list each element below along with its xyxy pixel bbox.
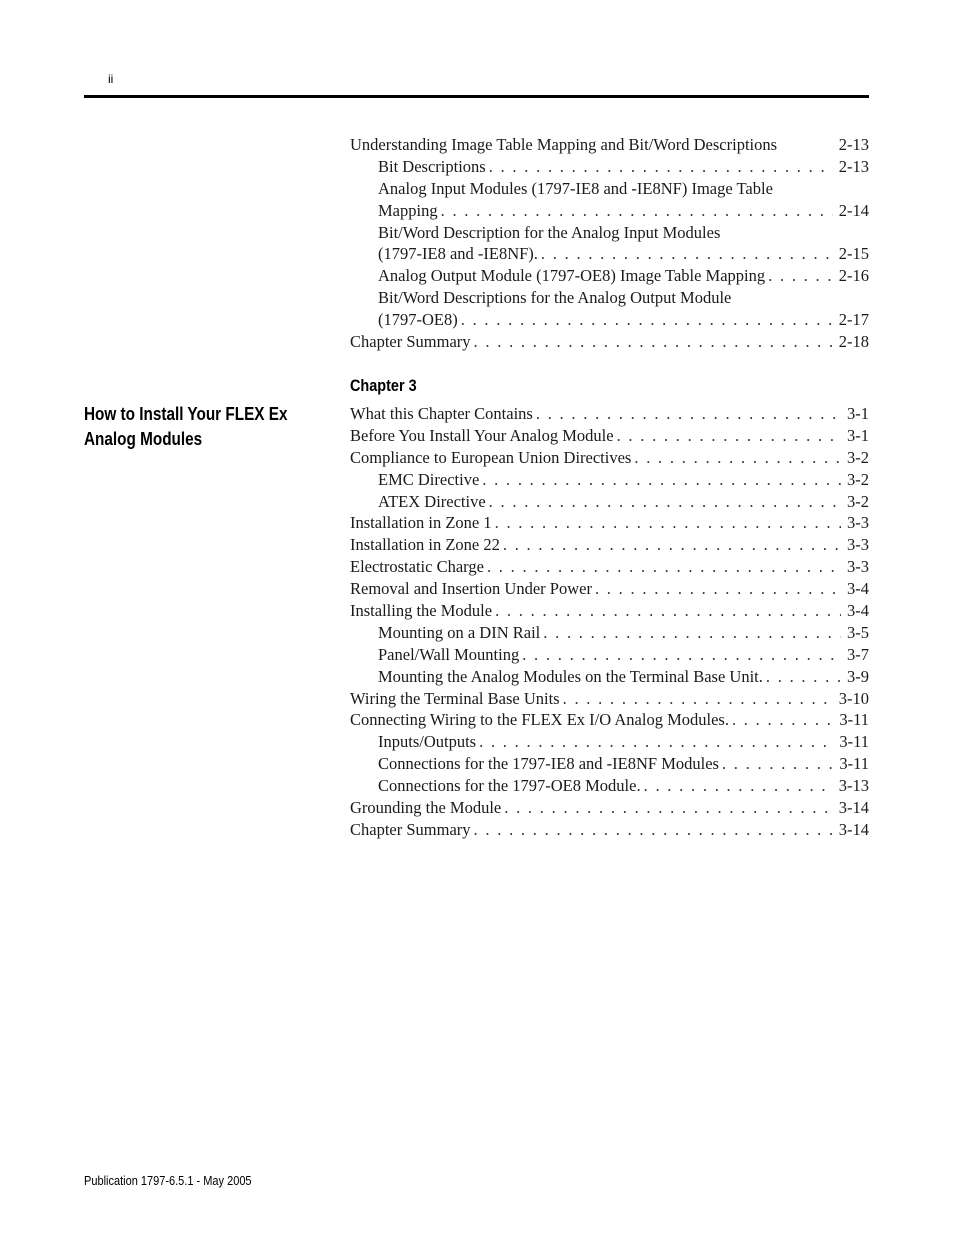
toc-dot-leader [768,265,833,287]
toc-entry-title: Chapter Summary [350,819,471,839]
toc-dot-leader [644,775,833,797]
toc-entry-title: Understanding Image Table Mapping and Bit/Word Descriptions [350,135,778,154]
toc-entry-page: 3-13 [838,776,869,796]
toc-entry[interactable] [350,797,869,819]
toc-dot-leader [487,556,841,578]
toc-dot-leader [441,200,833,222]
toc-entry[interactable] [350,178,869,200]
toc-entry-title: (1797-IE8 and -IE8NF). [378,244,538,264]
toc-entry-title: EMC Directive [378,469,480,489]
toc-entry[interactable] [350,688,869,710]
toc-dot-leader [541,243,833,265]
toc-dot-leader [495,600,841,622]
toc-entry[interactable] [350,709,869,731]
toc-entry-title: Installing the Module [350,601,493,621]
toc-entry[interactable] [350,309,869,331]
toc-entry-title: ATEX Directive [378,491,486,511]
toc-entry-page: 3-11 [839,754,869,774]
toc-dot-leader [489,491,841,513]
toc-entry[interactable] [350,819,869,841]
toc-entry[interactable] [350,200,869,222]
toc-entry-page: 3-5 [847,622,869,642]
toc-entry[interactable] [350,469,869,491]
toc-dot-leader [522,644,841,666]
toc-dot-leader [766,666,841,688]
toc-entry[interactable] [350,622,869,644]
toc-entry[interactable] [350,600,869,622]
toc-entry-title: Inputs/Outputs [378,732,477,752]
toc-entry-page: 3-14 [838,798,869,818]
toc-entry-page: 3-2 [847,491,869,511]
toc-entry-page: 3-3 [847,557,869,577]
toc-entry[interactable] [350,425,869,447]
toc-entry[interactable] [350,775,869,797]
toc-entry-title: What this Chapter Contains [350,404,533,423]
toc-dot-leader [474,331,833,353]
toc-dot-leader [543,622,841,644]
toc-entry[interactable] [350,156,869,178]
toc-dot-leader [595,578,841,600]
toc-entry-page: 3-10 [838,688,869,708]
toc-entry-title: Panel/Wall Mounting [378,644,520,664]
toc-entry-title: Analog Input Modules (1797-IE8 and -IE8NF) Image Table [378,178,773,198]
chapter-title: How to Install Your FLEX Ex Analog Modules [84,404,288,449]
toc-entry[interactable] [350,578,869,600]
toc-entry-page: 2-13 [838,156,869,176]
toc-entry-page: 2-15 [838,244,869,264]
toc-entry[interactable] [350,753,869,775]
toc-entry[interactable] [350,447,869,469]
toc-entry[interactable] [350,265,869,287]
toc-entry-page: 3-9 [847,666,869,686]
toc-entry[interactable] [350,403,869,425]
toc-entry-page: 3-2 [847,447,869,467]
publication-footer: Publication 1797-6.5.1 - May 2005 [84,1174,252,1188]
toc-entry-page: 2-14 [838,200,869,220]
toc-entry[interactable] [350,512,869,534]
toc-entry-page: 3-4 [847,579,869,599]
toc-entry-title: Mounting the Analog Modules on the Terminal Base Unit. [378,666,763,686]
toc-entry[interactable] [350,134,869,156]
toc-entry-title: Grounding the Module [350,798,502,818]
toc-entry-title: Bit Descriptions [378,156,486,176]
toc-dot-leader [503,534,841,556]
toc-entry-page: 2-18 [838,332,869,352]
toc-entry-page: 3-2 [847,469,869,489]
toc-dot-leader [634,447,841,469]
toc-dot-leader [482,469,841,491]
toc-entry[interactable] [350,556,869,578]
toc-entry-title: Mapping [378,200,438,220]
toc-section-chapter2 [350,134,869,353]
toc-entry-page: 3-4 [847,601,869,621]
toc-entry-page: 2-16 [838,266,869,286]
toc-dot-leader [722,753,833,775]
toc-entry-title: Wiring the Terminal Base Units [350,688,560,708]
page-number: ii [108,72,114,86]
toc-entry-title: Chapter Summary [350,332,471,352]
toc-entry-title: Electrostatic Charge [350,557,484,577]
toc-entry-page: 3-11 [839,710,869,730]
toc-entry-page: 2-17 [838,310,869,330]
toc-entry[interactable] [350,644,869,666]
toc-entry[interactable] [350,287,869,309]
toc-entry-title: (1797-OE8) [378,310,458,330]
toc-entry-title: Bit/Word Description for the Analog Input Modules [378,222,721,242]
header-rule [84,95,869,98]
toc-dot-leader [563,688,833,710]
toc-entry-title: Before You Install Your Analog Module [350,425,614,445]
toc-entry[interactable] [350,222,869,244]
toc-dot-leader [536,403,841,425]
toc-entry-page: 3-14 [838,819,869,839]
toc-entry[interactable] [350,731,869,753]
toc-dot-leader [461,309,833,331]
toc-dot-leader [495,512,841,534]
toc-entry[interactable] [350,243,869,265]
toc-dot-leader [489,156,833,178]
toc-entry[interactable] [350,666,869,688]
toc-entry-page: 3-1 [847,425,869,445]
toc-entry-page: 3-3 [847,535,869,555]
toc-dot-leader [504,797,833,819]
toc-entry-title: Removal and Insertion Under Power [350,579,592,599]
toc-entry-page: 3-11 [839,732,869,752]
toc-dot-leader [479,731,833,753]
toc-entry[interactable] [350,534,869,556]
toc-entry-title: Mounting on a DIN Rail [378,622,541,642]
toc-entry-title: Connections for the 1797-IE8 and -IE8NF Modules [378,754,719,774]
toc-entry[interactable] [350,491,869,513]
toc-entry-page: 2-13 [838,135,869,154]
toc-entry[interactable] [350,331,869,353]
toc-entry-title: Connecting Wiring to the FLEX Ex I/O Analog Modules. [350,710,729,730]
toc-dot-leader [474,819,833,841]
toc-entry-page: 3-1 [847,404,869,423]
toc-entry-title: Bit/Word Descriptions for the Analog Output Module [378,288,732,308]
toc-dot-leader [617,425,841,447]
toc-entry-title: Compliance to European Union Directives [350,447,632,467]
toc-entry-title: Connections for the 1797-OE8 Module. [378,776,641,796]
toc-entry-page: 3-3 [847,513,869,533]
toc-entry-title: Analog Output Module (1797-OE8) Image Table Mapping [378,266,766,286]
chapter-label: Chapter 3 [350,376,417,395]
toc-section-chapter3 [350,403,869,841]
toc-entry-title: Installation in Zone 1 [350,513,492,533]
toc-entry-page: 3-7 [847,644,869,664]
toc-dot-leader [732,709,833,731]
toc-entry-title: Installation in Zone 22 [350,535,500,555]
